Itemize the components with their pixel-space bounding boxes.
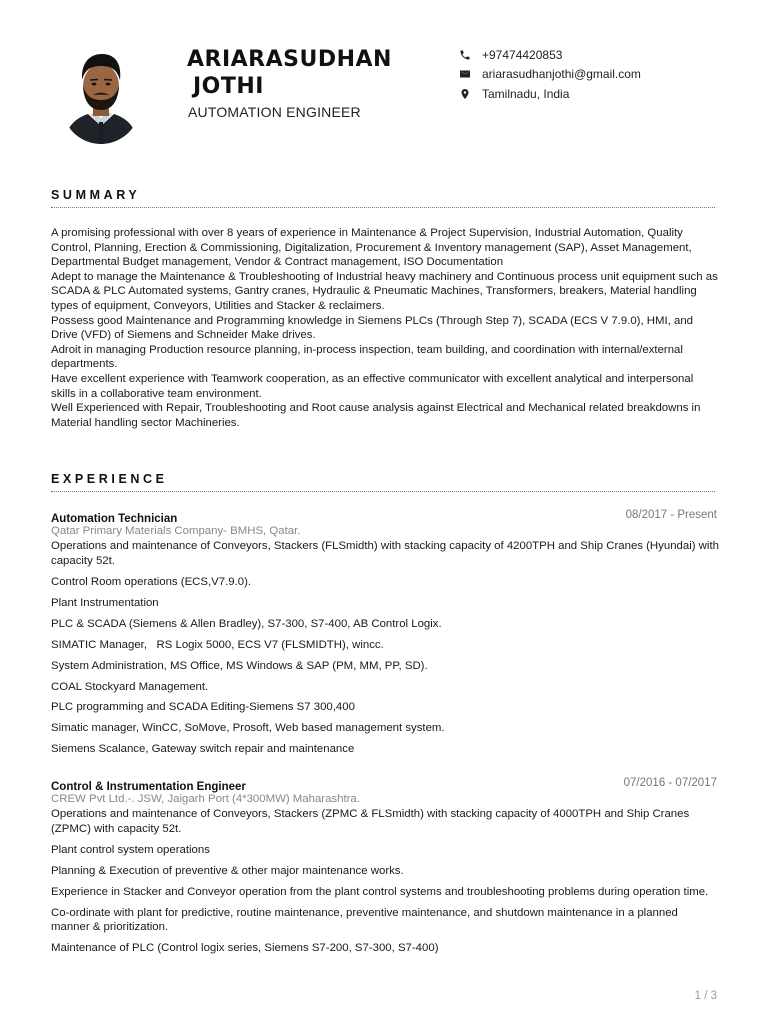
summary-divider bbox=[51, 207, 715, 208]
job-header bbox=[51, 509, 719, 524]
summary-paragraph: A promising professional with over 8 years of experience in Maintenance & Project Supervision, Industrial Automation, Quality Control, Planning, Erection & Commissioning, Digitalization, Procurement & Inventory management (SAP), Asset Management, Departmental Budget management, Vendor & Contract management, ISO Documentation bbox=[51, 227, 692, 269]
job-entry bbox=[51, 777, 719, 962]
summary-paragraph: Have excellent experience with Teamwork cooperation, as an effective communicator with excellent analytical and interpersonal skills in a collaborative team environment. bbox=[51, 372, 694, 400]
page-number: 1 / 3 bbox=[694, 990, 717, 1002]
name-line-1: ARIARASUDHAN bbox=[187, 47, 392, 72]
list-item: SIMATIC Manager, RS Logix 5000, ECS V7 (FLSMIDTH), wincc. bbox=[51, 638, 384, 651]
contact-location bbox=[458, 84, 748, 104]
location-pin-icon bbox=[458, 87, 472, 101]
job-entry bbox=[51, 509, 719, 763]
name-line-2: JOTHI bbox=[193, 74, 264, 99]
experience-divider bbox=[51, 491, 715, 492]
summary-heading: SUMMARY bbox=[51, 188, 141, 202]
job-duties bbox=[51, 539, 719, 757]
list-item: Experience in Stacker and Conveyor operation from the plant control systems and troubleshooting problems during operation time. bbox=[51, 885, 709, 898]
list-item: Co-ordinate with plant for predictive, routine maintenance, preventive maintenance, and shutdown maintenance in a planned manner & prioritization. bbox=[51, 906, 678, 934]
list-item: Planning & Execution of preventive & other major maintenance works. bbox=[51, 864, 404, 877]
list-item: PLC programming and SCADA Editing-Siemens S7 300,400 bbox=[51, 701, 355, 714]
contact-email[interactable] bbox=[458, 65, 748, 85]
list-item: PLC & SCADA (Siemens & Allen Bradley), S7-300, S7-400, AB Control Logix. bbox=[51, 617, 442, 630]
experience-heading: EXPERIENCE bbox=[51, 472, 168, 486]
job-role: AUTOMATION ENGINEER bbox=[188, 104, 361, 120]
list-item: Siemens Scalance, Gateway switch repair and maintenance bbox=[51, 743, 355, 756]
phone-icon bbox=[458, 48, 472, 62]
job-header bbox=[51, 777, 719, 792]
summary-text bbox=[51, 226, 719, 430]
job-company: CREW Pvt Ltd.-. JSW, Jaigarh Port (4*300MW) Maharashtra. bbox=[51, 793, 360, 805]
job-date: 07/2016 - 07/2017 bbox=[623, 777, 717, 789]
contact-list bbox=[458, 45, 748, 104]
job-title: Control & Instrumentation Engineer bbox=[51, 781, 246, 793]
job-date: 08/2017 - Present bbox=[625, 509, 717, 521]
summary-paragraph: Adept to manage the Maintenance & Troubleshooting of Industrial heavy machinery and Continuous process unit equipment such as SCADA & PLC Automated systems, Gantry cranes, Hydraulic & Pneumatic Machines, Transformers, breakers, Material handling types of equipment, Conveyors, Utilities and Stacker & reclaimers. bbox=[51, 270, 718, 312]
contact-email-text: ariarasudhanjothi@gmail.com bbox=[482, 67, 641, 82]
summary-paragraph: Adroit in managing Production resource planning, in-process inspection, team building, and coordination with internal/external departments. bbox=[51, 343, 683, 371]
candidate-name bbox=[187, 46, 437, 100]
mail-icon bbox=[458, 67, 472, 81]
list-item: Simatic manager, WinCC, SoMove, Prosoft, Web based management system. bbox=[51, 722, 445, 735]
list-item: Plant control system operations bbox=[51, 843, 210, 856]
job-duties bbox=[51, 807, 719, 956]
list-item: Operations and maintenance of Conveyors, Stackers (FLSmidth) with stacking capacity of 4200TPH and Ship Cranes (Hyundai) with capacity 52t. bbox=[51, 540, 719, 567]
summary-paragraph: Possess good Maintenance and Programming knowledge in Siemens PLCs (Through Step 7), SCADA (ECS V 7.9.0), HMI, and Drive (VFD) of Siemens and Schneider Make drives. bbox=[51, 314, 693, 342]
contact-phone-text: +97474420853 bbox=[482, 47, 563, 62]
list-item: Plant Instrumentation bbox=[51, 596, 159, 609]
list-item: COAL Stockyard Management. bbox=[51, 680, 209, 693]
contact-phone[interactable] bbox=[458, 45, 748, 65]
job-title: Automation Technician bbox=[51, 513, 178, 525]
list-item: System Administration, MS Office, MS Windows & SAP (PM, MM, PP, SD). bbox=[51, 659, 428, 672]
list-item: Operations and maintenance of Conveyors, Stackers (ZPMC & FLSmidth) with stacking capacity of 4000TPH and Ship Cranes (ZPMC) with capacity 52t. bbox=[51, 808, 690, 835]
list-item: Control Room operations (ECS,V7.9.0). bbox=[51, 575, 252, 588]
list-item: Maintenance of PLC (Control logix series, Siemens S7-200, S7-300, S7-400) bbox=[51, 942, 439, 955]
job-company: Qatar Primary Materials Company- BMHS, Qatar. bbox=[51, 525, 301, 537]
summary-paragraph: Well Experienced with Repair, Troubleshooting and Root cause analysis against Electrical and Mechanical related breakdowns in Material handling sector Machineries. bbox=[51, 402, 701, 429]
profile-photo bbox=[62, 46, 140, 144]
contact-location-text: Tamilnadu, India bbox=[482, 86, 570, 101]
